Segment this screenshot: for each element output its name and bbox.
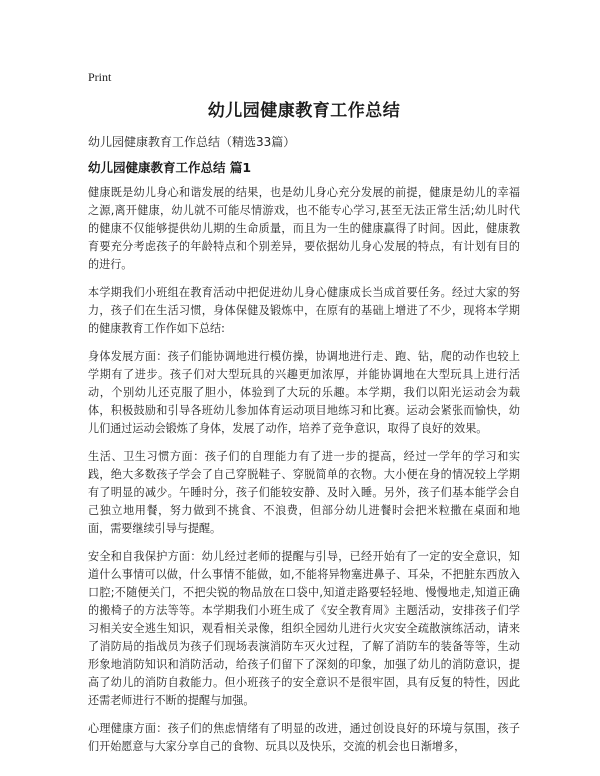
article-body <box>88 184 520 766</box>
paragraph-mental-health: 心理健康方面：孩子们的焦虑情绪有了明显的改进，通过创设良好的环境与氛围，孩子们开始愿意与大家分享自己的食物、玩具以及快乐，交流的机会也日渐增多， <box>88 722 520 753</box>
paragraph-summary: 本学期我们小班组在教育活动中把促进幼儿身心健康成长当成首要任务。经过大家的努力，孩子们在生活习惯，身体保健及锻炼中，在原有的基础上增进了不少，现将本学期的健康教育工作作如下总结: <box>88 286 520 335</box>
paragraph-safety: 安全和自我保护方面：幼儿经过老师的提醒与引导，已经开始有了一定的安全意识，知道什么事情可以做，什么事情不能做，如,不能将异物塞进鼻子、耳朵，不把脏东西放入口腔;不随便关门，不把尖锐的物品放在口袋中,知道走路要轻轻地、慢慢地走,知道正确的搬椅子的方法等等。本学期我们小班生成了《安全教育周》主题活动，安排孩子们学习相关安全逃生知识，观看相关录像，组织全园幼儿进行火灾安全疏散演练活动，请来了消防局的指战员为孩子们现场表演消防车灭火过程，了解了消防车的装备等等，生动形象地消防知识和消防活动，给孩子们留下了深刻的印象，加强了幼儿的消防意识，提高了幼儿的消防自救能力。但小班孩子的安全意识不是很牢固，具有反复的特性，因此还需老师进行不断的提醒与加强。 <box>88 550 520 707</box>
paragraph-physical: 身体发展方面：孩子们能协调地进行模仿操，协调地进行走、跑、钻，爬的动作也较上学期有了进步。孩子们对大型玩具的兴趣更加浓厚，并能协调地在大型玩具上进行活动，个别幼儿还克服了胆小，体验到了大玩的乐趣。本学期，我们以阳光运动会为载体，积极鼓励和引导各班幼儿参加体育运动项目地练习和比赛。运动会紧张而愉快，幼儿们通过运动会锻炼了身体，发展了动作，培养了竞争意识，取得了良好的效果。 <box>88 350 520 435</box>
section-heading: 幼儿园健康教育工作总结 篇1 <box>88 160 252 175</box>
print-label[interactable]: Print <box>88 70 112 84</box>
page-title: 幼儿园健康教育工作总结 <box>207 101 401 121</box>
document-subtitle: 幼儿园健康教育工作总结（精选33篇） <box>88 135 296 149</box>
paragraph-hygiene: 生活、卫生习惯方面：孩子们的自理能力有了进一步的提高，经过一学年的学习和实践，绝大多数孩子学会了自己穿脱鞋子、穿脱简单的衣物。大小便在身的情况较上学期有了明显的减少。午睡时分，孩子们能较安静、及时入睡。另外，孩子们基本能学会自己独立地用餐，努力做到不挑食、不浪费，但部分幼儿进餐时会把米粒撒在桌面和地面，需要继续引导与提醒。 <box>88 450 520 535</box>
document-page <box>88 0 520 776</box>
paragraph-intro: 健康既是幼儿身心和谐发展的结果，也是幼儿身心充分发展的前提，健康是幼儿的幸福之源,离开健康，幼儿就不可能尽情游戏，也不能专心学习,甚至无法正常生活;幼儿时代的健康不仅能够提供幼儿期的生命质量，而且为一生的健康赢得了时间。因此，健康教育要充分考虑孩子的年龄特点和个别差异，要依据幼儿身心发展的特点，有计划有目的的进行。 <box>88 186 520 271</box>
